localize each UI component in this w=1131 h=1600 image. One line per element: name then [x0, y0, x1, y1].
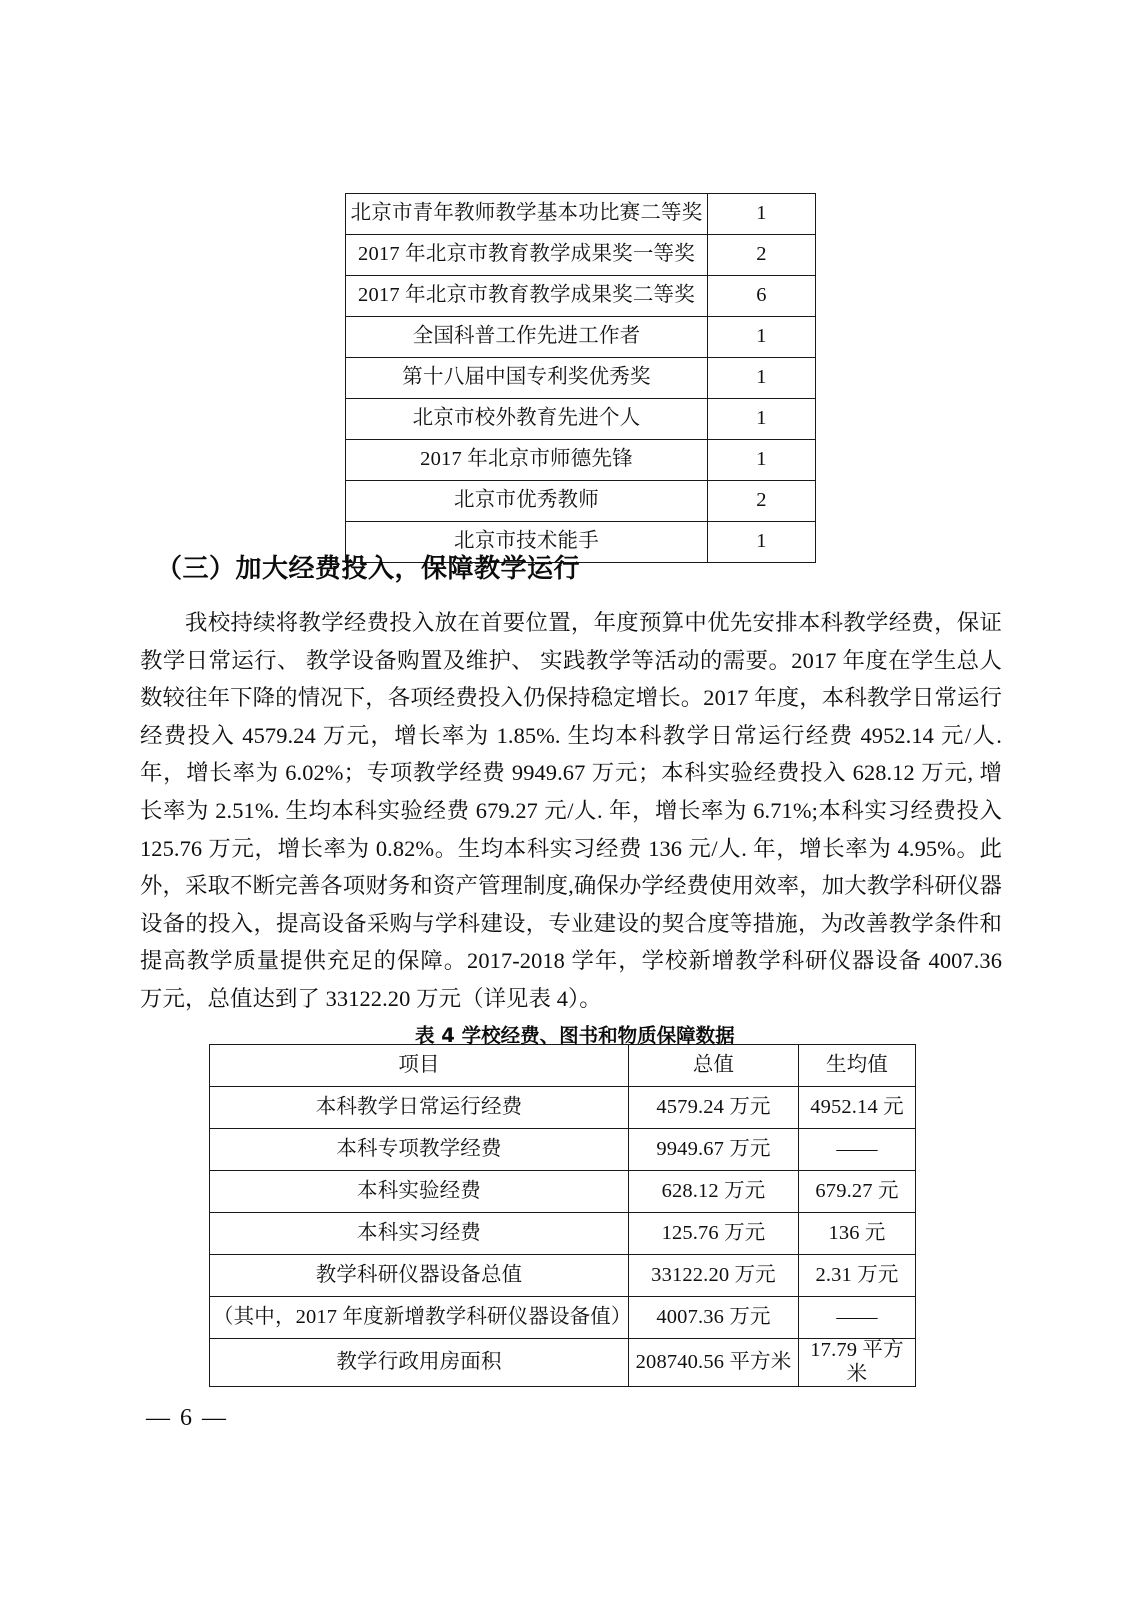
column-header-per-capita: 生均值: [799, 1045, 916, 1087]
school-funding-table: [209, 1044, 916, 1387]
award-name-cell: 2017 年北京市师德先锋: [346, 440, 708, 481]
table-row: [346, 317, 816, 358]
funding-total-cell: 125.76 万元: [629, 1213, 799, 1255]
funding-item-cell: 本科实习经费: [210, 1213, 629, 1255]
funding-item-cell: 本科专项教学经费: [210, 1129, 629, 1171]
award-name-cell: 北京市技术能手: [346, 522, 708, 563]
funding-percapita-cell: 4952.14 元: [799, 1087, 916, 1129]
award-count-cell: 1: [708, 440, 816, 481]
table-row: [210, 1297, 916, 1339]
award-name-cell: 2017 年北京市教育教学成果奖二等奖: [346, 276, 708, 317]
table-row: [210, 1087, 916, 1129]
funding-item-cell: 本科教学日常运行经费: [210, 1087, 629, 1129]
funding-table-body: [210, 1087, 916, 1387]
funding-percapita-cell: 679.27 元: [799, 1171, 916, 1213]
awards-table-body: [346, 194, 816, 563]
table-row: [346, 399, 816, 440]
table-row: [346, 194, 816, 235]
funding-percapita-cell: ——: [799, 1129, 916, 1171]
award-count-cell: 2: [708, 481, 816, 522]
table-row: [210, 1213, 916, 1255]
award-count-cell: 2: [708, 235, 816, 276]
award-count-cell: 1: [708, 399, 816, 440]
funding-item-cell: 本科实验经费: [210, 1171, 629, 1213]
column-header-total: 总值: [629, 1045, 799, 1087]
table-row: [210, 1255, 916, 1297]
funding-total-cell: 208740.56 平方米: [629, 1339, 799, 1387]
section-heading: （三）加大经费投入，保障教学运行: [156, 554, 581, 584]
funding-item-cell: 教学科研仪器设备总值: [210, 1255, 629, 1297]
award-name-cell: 北京市校外教育先进个人: [346, 399, 708, 440]
column-header-item: 项目: [210, 1045, 629, 1087]
award-count-cell: 6: [708, 276, 816, 317]
table-row: [346, 235, 816, 276]
body-paragraph: 我校持续将教学经费投入放在首要位置，年度预算中优先安排本科教学经费，保证教学日常运行、 教学设备购置及维护、 实践教学等活动的需要。2017 年度在学生总人数较往年下降的情况下，各项经费投入仍保持稳定增长。2017 年度，本科教学日常运行经费投入 4579.24 万元，增长率为 1.85%. 生均本科教学日常运行经费 4952.14 元/人. 年，增长率为 6.02%；专项教学经费 9949.67 万元；本科实验经费投入 628.12 万元, 增长率为 2.51%. 生均本科实验经费 679.27 元/人. 年，增长率为 6.71%;本科实习经费投入 125.76 万元，增长率为 0.82%。生均本科实习经费 136 元/人. 年，增长率为 4.95%。此外，采取不断完善各项财务和资产管理制度,确保办学经费使用效率，加大教学科研仪器设备的投入，提高设备采购与学科建设，专业建设的契合度等措施，为改善教学条件和提高教学质量提供充足的保障。2017-2018 学年，学校新增教学科研仪器设备 4007.36 万元，总值达到了 33122.20 万元（详见表 4）。: [140, 610, 1002, 1011]
table-row: [346, 481, 816, 522]
award-name-cell: 全国科普工作先进工作者: [346, 317, 708, 358]
table-header-row: [210, 1045, 916, 1087]
funding-total-cell: 628.12 万元: [629, 1171, 799, 1213]
award-name-cell: 北京市青年教师教学基本功比赛二等奖: [346, 194, 708, 235]
table-row: [210, 1339, 916, 1387]
funding-percapita-cell: 2.31 万元: [799, 1255, 916, 1297]
funding-table-head: [210, 1045, 916, 1087]
award-count-cell: 1: [708, 522, 816, 563]
award-name-cell: 2017 年北京市教育教学成果奖一等奖: [346, 235, 708, 276]
funding-total-cell: 33122.20 万元: [629, 1255, 799, 1297]
funding-total-cell: 4007.36 万元: [629, 1297, 799, 1339]
table4-caption: 表 4 学校经费、图书和物质保障数据: [415, 1024, 735, 1047]
funding-item-cell: （其中，2017 年度新增教学科研仪器设备值）: [210, 1297, 629, 1339]
award-name-cell: 北京市优秀教师: [346, 481, 708, 522]
award-count-cell: 1: [708, 194, 816, 235]
table-row: [346, 276, 816, 317]
page-number: — 6 —: [146, 1405, 228, 1431]
funding-percapita-cell: 17.79 平方米: [799, 1339, 916, 1387]
funding-total-cell: 9949.67 万元: [629, 1129, 799, 1171]
funding-total-cell: 4579.24 万元: [629, 1087, 799, 1129]
table-row: [210, 1129, 916, 1171]
funding-percapita-cell: 136 元: [799, 1213, 916, 1255]
table-row: [346, 440, 816, 481]
awards-table: [345, 193, 816, 563]
funding-percapita-cell: ——: [799, 1297, 916, 1339]
award-count-cell: 1: [708, 358, 816, 399]
table-row: [210, 1171, 916, 1213]
table-row: [346, 358, 816, 399]
award-name-cell: 第十八届中国专利奖优秀奖: [346, 358, 708, 399]
funding-item-cell: 教学行政用房面积: [210, 1339, 629, 1387]
award-count-cell: 1: [708, 317, 816, 358]
